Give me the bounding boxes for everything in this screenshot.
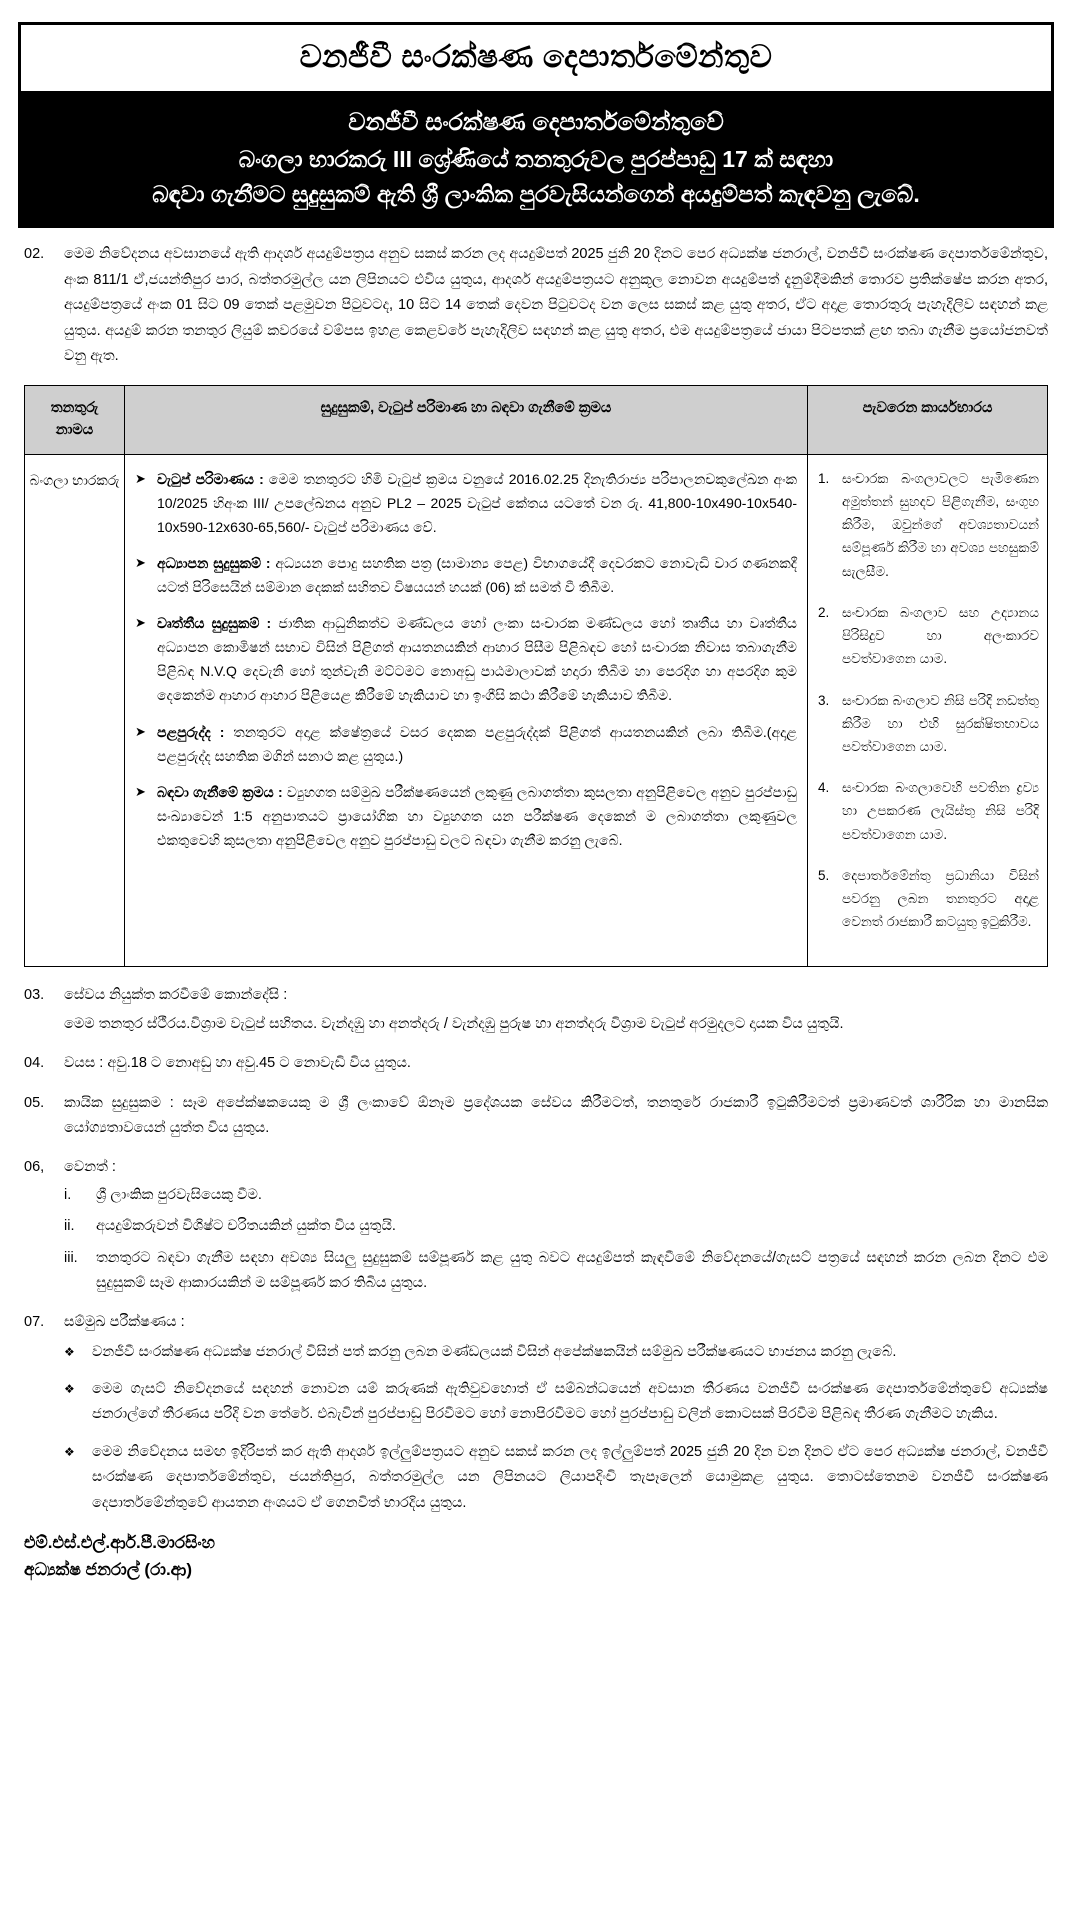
header-duties: පැවරෙන කාර්යභාරය — [808, 386, 1048, 455]
list-item — [818, 864, 1039, 934]
list-item — [818, 689, 1039, 759]
arrow-icon: ➤ — [135, 783, 146, 799]
qualification-label: පළපුරුද්ද : — [157, 723, 225, 740]
duty-text: දෙපාර්තමේන්තු ප්‍රධානියා විසින් පවරනු ලබන තනතුරට අදාළ වෙනත් රාජකාරී කටයුතු ඉටුකිරීම. — [842, 867, 1039, 930]
header-qualifications: සුදුසුකම්, වැටුප් පරිමාණ හා බඳවා ගැනීමේ ක්‍රමය — [125, 386, 808, 455]
roman-number: i. — [64, 1186, 72, 1203]
duty-number: 4. — [818, 780, 830, 796]
section-04-line — [64, 1051, 1048, 1076]
section-06-list — [64, 1183, 1048, 1297]
list-item-text: අයදුම්කරුවන් විශිෂ්ට චරිතයකින් යුක්ත විය යුතුයි. — [96, 1218, 396, 1235]
list-item — [64, 1440, 1048, 1516]
arrow-icon: ➤ — [135, 470, 146, 486]
qualification-label: අධ්‍යාපන සුදුසුකම් : — [157, 555, 271, 572]
banner-line-2: බංගලා භාරකරු III ශ්‍රේණියේ තනතුරුවල පුරප්පාඩු 17 ක් සඳහා — [238, 146, 834, 173]
table-row — [25, 454, 1048, 966]
list-item — [135, 467, 797, 539]
list-item — [64, 1377, 1048, 1428]
list-item — [818, 776, 1039, 846]
list-item — [64, 1246, 1048, 1297]
section-05-number: 05. — [24, 1094, 45, 1111]
arrow-icon: ➤ — [135, 555, 146, 571]
signature-block — [24, 1530, 1072, 1583]
arrow-icon: ➤ — [135, 723, 146, 739]
qualification-label: වෘත්තීය සුදුසුකම් : — [157, 615, 272, 632]
section-05-title: කායික සුදුසුකම : — [64, 1094, 174, 1111]
section-07-number: 07. — [24, 1314, 45, 1331]
table-header-row — [25, 386, 1048, 455]
header-banner — [18, 22, 1054, 228]
list-item-text: තනතුරට බඳවා ගැනීම සඳහා අවශ්‍ය සියලු සුදුසුකම් සම්පූර්ණ කළ යුතු බවට අයදුම්පත් කැඳවීමේ නිවේදනයේ/ගැසට් පත්‍රයේ සඳහන් කරන ලබන දිනට එම සුදුසුකම් සෑම ආකාරයකින් ම සම්පූර්ණ කර තිබිය යුතුය. — [96, 1249, 1048, 1291]
list-item-text: මෙම නිවේදනය සමඟ ඉදිරිපත් කර ඇති ආදර්ශ ඉල්ලුම්පත්‍රයට අනුව සකස් කරන ලද ඉල්ලුම්පත් 2025 ජුනි 20 දින වන දිනට ඒට පෙර අධ්‍යක්ෂ ජනරාල්, වනජීවී සංරක්ෂණ දෙපාර්තමේන්තුව, ජයන්තිපුර, බත්තරමුල්ල යන ලිපිනයට ලියාපදිංචි තැපෑලෙන් යොමුකළ යුතුය. තොටස්තෙනම වනජීවී සංරක්ෂණ දෙපාර්තමේන්තුවේ ආයතන අංශයට ඒ ගෙනවිත් භාරදිය යුතුය. — [92, 1443, 1048, 1511]
section-06-number: 06, — [24, 1159, 45, 1176]
section-04-body: අවු.18 ට නොඅඩු හා අවු.45 ට නොවැඩි විය යුතුය. — [107, 1055, 411, 1072]
duty-text: සංචාරක බංගලාව නිසි පරිදි නඩත්තු කිරීම හා එහි සුරක්ෂිතභාවය පවත්වාගෙන යාම. — [842, 692, 1039, 754]
list-item — [135, 611, 797, 707]
qualification-text: තනතුරට අදාළ ක්ෂේත්‍රයේ වසර දෙකක පළපුරුද්දක් පිළිගත් ආයතනයකින් ලබා තිබීම.(අදාළ පළපුරුද්ද සහතික මගින් සනාථ කළ යුතුය.) — [157, 723, 797, 764]
section-03-number: 03. — [24, 986, 45, 1003]
cell-qualifications — [125, 454, 808, 966]
signatory-name: එම්.එස්.එල්.ආර්.පී.මාරසිංහ — [24, 1532, 216, 1552]
section-03-title: සේවය නියුක්ත කරවීමේ කොන්දේසි : — [64, 986, 288, 1003]
qualification-text: මෙම තනතුරට හිමි වැටුප් ක්‍රමය වනුයේ 2016.02.25 දිනැතිරාජ්‍ය පරිපාලනචකුලේඛන අංක 10/2025 හිඅංක III/ උපලේඛනය අනුව PL2 – 2025 වැටුප් කේතය යටතේ වන රු. 41,800-10x490-10x540- 10x590-12x630-65,560/- වැටුප් පරිමාණය වේ. — [157, 470, 797, 535]
qualification-label: බඳවා ගැනීමේ ක්‍රමය : — [157, 783, 283, 800]
list-item-text: මෙම ගැසට් නිවේදනයේ සඳහන් නොවන යම් කරුණක් ඇතිවුවහොත් ඒ සම්බන්ධයෙන් අවසාන තීරණය වනජීවී සංරක්ෂණ දෙපාර්තමේන්තුවේ අධ්‍යක්ෂ ජනරාල්ගේ තීරණය පරිදි වන තේරේ. එබැවින් පුරප්පාඩු පිරවීමට හෝ නොපිරවීමට හෝ පුරප්පාඩු වලින් කොටසක් පිරවීම පිළිබඳ තීරණ ගැනීමට හැකිය. — [92, 1381, 1048, 1423]
signatory-designation: අධ්‍යක්ෂ ජනරාල් (රා.ආ) — [24, 1560, 193, 1580]
duty-text: සංචාරක බංගලාවලට පැමිණෙන අමුත්තන් සුහදව පිළිගැනීම, සංගුහ කිරීම, ඔවුන්ගේ අවශ්‍යතාවයන් සම්පූර්ණ කිරීම හා අවශ්‍ය පහසුකම් සැලසීම. — [842, 470, 1039, 579]
section-05-line — [64, 1091, 1048, 1142]
paragraph-02 — [24, 242, 1048, 369]
duty-number: 1. — [818, 470, 830, 486]
duties-list — [818, 467, 1039, 934]
duty-text: සංචාරක බංගලාව සහ උද්‍යානය පිරිසිදුව හා අලංකාරව පවත්වාගෙන යාම. — [842, 604, 1039, 667]
qualification-list — [135, 467, 797, 852]
list-item — [135, 780, 797, 852]
qualification-label: වැටුප් පරිමාණය : — [157, 470, 264, 487]
cell-duties — [808, 454, 1048, 966]
section-04-number: 04. — [24, 1055, 45, 1072]
duty-text: සංචාරක බංගලාවෙහි පවතින ද්‍රව්‍ය හා උපකරණ ලැයිස්තු නිසි පරිදි පවත්වාගෙන යාම. — [842, 780, 1039, 842]
section-05 — [24, 1091, 1048, 1142]
section-07 — [24, 1310, 1048, 1335]
list-item — [818, 601, 1039, 671]
duty-number: 5. — [818, 867, 830, 883]
section-06 — [24, 1155, 1048, 1180]
header-post-name: තනතුරු නාමය — [25, 386, 125, 455]
roman-number: ii. — [64, 1218, 75, 1235]
section-04 — [24, 1051, 1048, 1076]
banner-line-1: වනජීවී සංරක්ෂණ දෙපාර්තමේන්තුවේ — [348, 108, 724, 136]
list-item-text: වනජීවී සංරක්ෂණ අධ්‍යක්ෂ ජනරාල් විසින් පත් කරනු ලබන මණ්ඩලයක් විසින් අපේක්ෂකයින් සම්මුඛ පරීක්ෂණයට භාජනය කරනු ලැබේ. — [92, 1343, 897, 1360]
list-item — [64, 1214, 1048, 1239]
vacancy-notice-page — [0, 22, 1072, 1924]
list-item — [135, 720, 797, 768]
paragraph-02-number: 02. — [24, 246, 45, 263]
diamond-bullet-icon: ❖ — [64, 1444, 75, 1459]
roman-number: iii. — [64, 1249, 78, 1266]
section-07-list — [64, 1340, 1048, 1516]
qualification-text: ජාතික ආධුනිකත්ව මණ්ඩලය හෝ ලංකා සංචාරක මණ්ඩලය හෝ තෘතීය හා වෘත්තීය අධ්‍යාපන කොමිෂන් සභාව විසින් පිළිගත් ආයතනයකින් ආහාර පිසීම පිළිබඳව හෝ සංචාරක නිවාස තබාගැනීම පිළිබඳ N.V.Q දෙවැනි හෝ තුන්වැනි මට්ටමට නොඅඩු පාඨමාලාවක් හදාරා තිබීම හා පෙරදිග හා අපරදිග කුම දෙකෙන්ම ආහාර ආහාර පිළියෙළ කිරීමේ හැකියාව හා ඉංගීසි කථා කිරීමේ හැකියාව තිබීම. — [157, 615, 797, 704]
header-black-block — [21, 94, 1051, 226]
list-item — [64, 1340, 1048, 1365]
list-item — [818, 467, 1039, 583]
section-04-title: වයස : — [64, 1055, 104, 1072]
qualification-text: අධ්‍යයන පොදු සහතික පත්‍ර (සාමාන්‍ය පෙළ) විභාගයේදී දෙවරකට නොවැඩි වාර ගණනකදී යටත් පිරිසෙයින් සම්මාන දෙකක් සහිතව විෂයයන් හයක් (06) ක් සමත් වී තිබීම. — [157, 555, 797, 596]
section-07-title: සම්මුඛ පරීක්ෂණය : — [64, 1314, 185, 1331]
section-03 — [24, 983, 1048, 1008]
vacancy-details-table — [24, 385, 1048, 966]
section-03-body: මෙම තනතුර ස්ථීරය.විශ්‍රාම වැටුප් සහිතය. වැන්දඹු හා අනත්දරු / වැන්දඹු පුරුෂ හා අනත්දරු විශ්‍රාම වැටුප් අරමුදලට දායක විය යුතුයි. — [64, 1015, 844, 1032]
paragraph-02-text: මෙම නිවේදනය අවසානයේ ඇති ආදර්ශ අයදුම්පත්‍රය අනුව සකස් කරන ලද අයදුම්පත් 2025 ජුනි 20 දිනට පෙර අධ්‍යක්ෂ ජනරාල්, වනජීවී සංරක්ෂණ දෙපාර්තමේන්තුව, අංක 811/1 ඒ,ජයන්තිපුර පාර, බත්තරමුල්ල යන ලිපිනයට එවිය යුතුය, ආදර්ශ අයදුම්පත්‍රයට අනුකූල නොවන අයදුම්පත් දැනුම්දීමකින් තොරව ප්‍රතික්ෂේප කරන අතර, අයදුම්පත්‍රයේ අංක 01 සිට 09 තෙක් පළමුවන පිටුවටද, 10 සිට 14 තෙක් දෙවන පිටුවටද වන ලෙස සකස් කළ යුතු අතර, ඒට අදාළ තොරතුරු පැහැදිලිව සඳහන් කළ යුතුය. අයදුම් කරන තනතුර ලියුම් කවරයේ වම්පස ඉහළ කෙළවරේ පැහැදිලිව සඳහන් කළ යුතු අතර, එම අයදුම්පත්‍රයේ ජායා පිටපතක් ළඟ තබා ගැනීම ප්‍රයෝජනවත් වනු ඇත. — [64, 246, 1048, 364]
diamond-bullet-icon: ❖ — [64, 1382, 75, 1397]
duty-number: 3. — [818, 692, 830, 708]
cell-post-name: බංගලා භාරකරු — [25, 454, 125, 966]
section-06-title: වෙනත් : — [64, 1159, 116, 1176]
section-05-body: සෑම අපේක්ෂකයෙකු ම ශ්‍රී ලංකාවේ ඕනෑම ප්‍රදේශයක සේවය කිරීමටත්, තනතුරේ රාජකාරී ඉටුකිරීමටත් ප්‍රමාණවත් ශාරීරික හා මානසික යෝග්‍යතාවයෙන් යුත්ත විය යුතුය. — [64, 1094, 1048, 1137]
diamond-bullet-icon: ❖ — [64, 1344, 75, 1359]
list-item — [135, 551, 797, 599]
list-item-text: ශ්‍රී ලාංකික පුරවැසියෙකු වීම. — [96, 1186, 262, 1203]
arrow-icon: ➤ — [135, 615, 146, 631]
duty-number: 2. — [818, 604, 830, 620]
department-title: වනජීවී සංරක්ෂණ දෙපාර්තමේන්තුව — [21, 25, 1051, 94]
list-item — [64, 1183, 1048, 1208]
banner-line-3: බඳවා ගැනීමට සුදුසුකම් ඇති ශ්‍රී ලාංකික පුරවැසියන්ගෙන් අයදුම්පත් කැඳවනු ලැබේ. — [152, 180, 920, 207]
qualification-text: ව්‍යුහගත සම්මුඛ පරීක්ෂණයෙන් ලකුණු ලබාගත්තා කුසලතා අනුපිළිවෙල අනුව පුරප්පාඩු සංඛ්‍යාවෙන් 1:5 අනුපාතයට ප්‍රායෝගික හා ව්‍යුහගත යන පරීක්ෂණ දෙකෙන් ම ලබාගත්තා ලකුණුවල එකතුවෙහි කුසලතා අනුපිළිවෙල අනුව පුරප්පාඩු වලට බඳවා ගැනීම කරනු ලැබේ. — [157, 783, 797, 848]
